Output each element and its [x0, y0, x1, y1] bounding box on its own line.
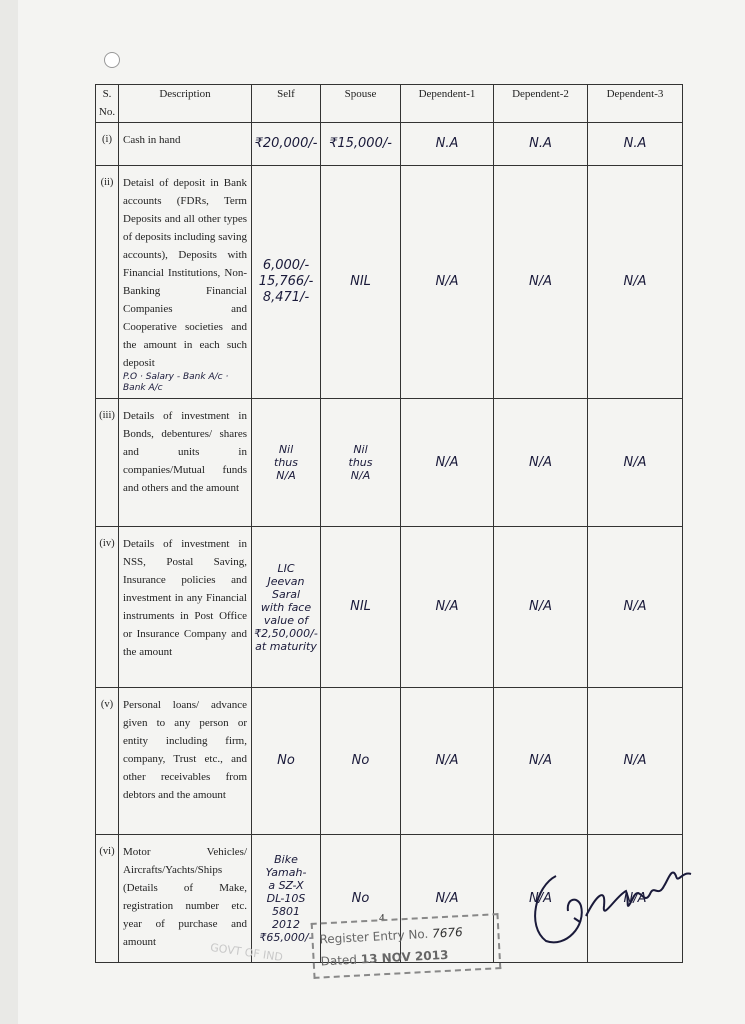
value-line: 15,766/-: [258, 274, 314, 289]
value-line: N/A: [529, 753, 552, 768]
dependent-3-value: [588, 527, 683, 688]
self-value: [252, 527, 321, 688]
table-row: [96, 166, 683, 399]
value-line: ₹2,50,000/-: [254, 626, 318, 640]
page-edge: [0, 0, 18, 1024]
value-line: N/A: [529, 599, 552, 614]
value-line: with face: [260, 600, 312, 614]
value-line: Jeevan Saral: [267, 574, 305, 601]
value-line: ₹65,000/-: [259, 931, 313, 944]
self-value: [252, 166, 321, 399]
page-number: 4: [379, 912, 385, 924]
header-sno: S. No.: [96, 85, 119, 123]
value-line: 6,000/-: [262, 258, 310, 273]
spouse-value: [321, 123, 401, 166]
value-line: N.A: [435, 136, 459, 151]
dependent-3-value: [588, 123, 683, 166]
stamp-date: 13 NOV 2013: [360, 947, 449, 967]
header-dependent-2: Dependent-2: [494, 85, 588, 123]
value-line: No: [351, 890, 370, 906]
value-line: No: [351, 753, 370, 768]
punch-hole: [104, 52, 120, 68]
value-line: N/A: [623, 599, 647, 614]
value-line: N/A: [435, 599, 459, 614]
value-line: 2012: [272, 918, 300, 931]
stamp-dated-label: Dated: [320, 952, 358, 969]
value-line: N/A: [529, 890, 552, 906]
value-line: thus: [348, 456, 373, 469]
value-line: N/A: [529, 274, 552, 289]
header-row: [96, 85, 683, 123]
dependent-2-value: [494, 123, 588, 166]
value-line: thus: [274, 456, 298, 469]
dependent-3-value: [588, 166, 683, 399]
register-stamp: [311, 913, 502, 979]
row-sno: (ii): [96, 166, 119, 399]
dependent-1-value: [401, 399, 494, 527]
handwritten-annotation: P.O: [123, 372, 138, 382]
spouse-value: [321, 688, 401, 835]
value-line: ₹15,000/-: [329, 136, 392, 151]
header-dependent-1: Dependent-1: [401, 85, 494, 123]
value-line: N/A: [435, 753, 459, 768]
table-row: [96, 527, 683, 688]
row-description: Motor Vehicles/ Aircrafts/Yachts/Ships (Details of Make, registration number etc. year of purchase and amount: [119, 835, 252, 963]
signature-stroke: [535, 873, 691, 943]
dependent-2-value: [494, 166, 588, 399]
stamp-entry-number: 7676: [431, 925, 463, 941]
value-line: N.A: [623, 136, 647, 151]
header-self: Self: [252, 85, 321, 123]
value-line: N/A: [529, 454, 552, 470]
signature: [526, 836, 696, 948]
row-sno: (vi): [96, 835, 119, 963]
row-sno: (i): [96, 123, 119, 166]
row-description-text: Detaisl of deposit in Bank accounts (FDRs, Term Deposits and all other types of deposits including saving accounts), Deposits with Financial Institutions, Non-Banking Financial Companies and Cooperative societies and the amount in each such deposit: [123, 177, 247, 369]
spouse-value: [321, 399, 401, 527]
dependent-2-value: [494, 688, 588, 835]
dependent-3-value: [588, 688, 683, 835]
row-description: Details of investment in NSS, Postal Saving, Insurance policies and investment in any Financial instruments in Post Office or Insurance Company and the amount: [119, 527, 252, 688]
dependent-1-value: [401, 123, 494, 166]
row-description: Cash in hand: [119, 123, 252, 166]
value-line: N/A: [623, 274, 647, 289]
table-row: [96, 399, 683, 527]
dependent-2-value: [494, 527, 588, 688]
value-line: Bike: [274, 853, 298, 866]
value-line: Nil: [278, 443, 294, 456]
row-sno: (iii): [96, 399, 119, 527]
value-line: NIL: [350, 274, 371, 289]
signature-stroke: [574, 918, 580, 922]
header-dependent-3: Dependent-3: [588, 85, 683, 123]
dependent-1-value: [401, 688, 494, 835]
value-line: DL-10S 5801: [266, 892, 306, 918]
value-line: at maturity: [255, 639, 317, 653]
value-line: N/A: [276, 469, 296, 482]
self-value: [252, 123, 321, 166]
value-line: N/A: [623, 890, 647, 906]
value-line: 8,471/-: [262, 290, 310, 305]
row-sno: (iv): [96, 527, 119, 688]
header-description: Description: [119, 85, 252, 123]
value-line: N/A: [435, 454, 459, 470]
value-line: No: [277, 753, 295, 768]
faint-stamp: GOVT OF IND: [209, 940, 284, 965]
value-line: Nil: [353, 443, 368, 456]
spouse-value: [321, 166, 401, 399]
value-line: N/A: [435, 274, 459, 289]
value-line: N/A: [435, 890, 459, 906]
self-value: [252, 399, 321, 527]
dependent-1-value: [401, 166, 494, 399]
header-spouse: Spouse: [321, 85, 401, 123]
stamp-entry-label: Register Entry No.: [319, 926, 429, 947]
row-description: Details of investment in Bonds, debentures/ shares and units in companies/Mutual funds and others and the amount: [119, 399, 252, 527]
dependent-1-value: [401, 527, 494, 688]
value-line: N.A: [529, 136, 552, 151]
assets-table: [95, 84, 683, 963]
table-row: [96, 688, 683, 835]
self-value: [252, 835, 321, 963]
value-line: ₹20,000/-: [254, 136, 318, 151]
handwritten-annotation: Bank A/c: [123, 383, 163, 393]
handwritten-annotation: Salary - Bank A/c: [145, 372, 223, 382]
value-line: N/A: [623, 454, 647, 470]
value-line: N/A: [623, 753, 647, 768]
spouse-value: [321, 527, 401, 688]
dependent-2-value: [494, 399, 588, 527]
table-row: [96, 123, 683, 166]
value-line: a SZ-X: [268, 879, 304, 892]
row-sno: (v): [96, 688, 119, 835]
value-line: N/A: [350, 469, 371, 482]
row-description: Detaisl of deposit in Bank accounts (FDRs, Term Deposits and all other types of deposits including saving accounts), Deposits with Financial Institutions, Non-Banking Financial Companies and Cooperative societies and the amount in each such deposit P.O · Salary - Bank A/c · Bank A/c: [119, 166, 252, 399]
value-line: LIC: [277, 561, 295, 575]
row-description: Personal loans/ advance given to any person or entity including firm, company, Trust etc., and other receivables from debtors and the amount: [119, 688, 252, 835]
dependent-3-value: [588, 399, 683, 527]
value-line: NIL: [350, 599, 371, 614]
value-line: Yamah-: [265, 866, 307, 879]
self-value: [252, 688, 321, 835]
value-line: value of: [263, 613, 309, 627]
